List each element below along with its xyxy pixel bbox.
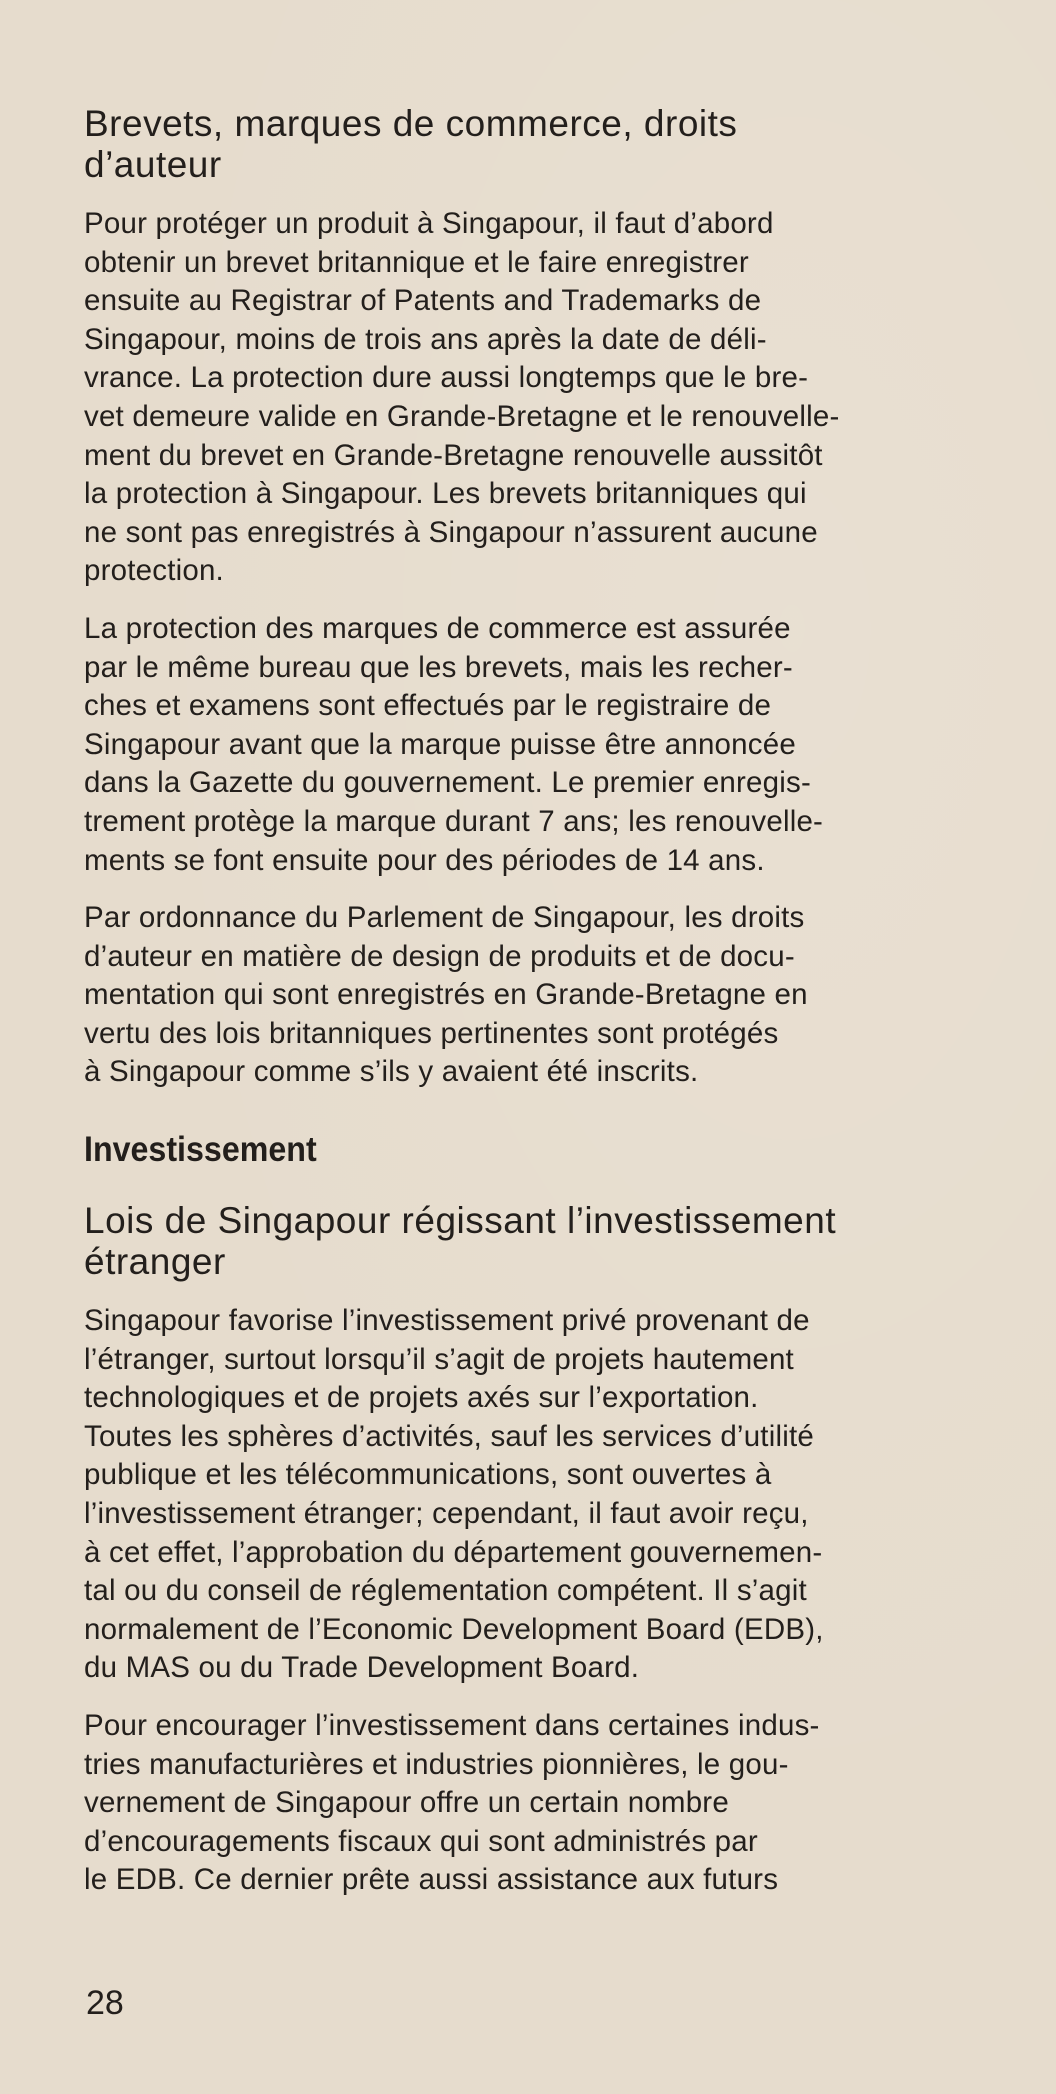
text-line: du MAS ou du Trade Development Board.	[84, 1651, 640, 1685]
text-line: normalement de l’Economic Development Board (EDB),	[84, 1612, 824, 1646]
text-line: protection.	[84, 554, 224, 588]
heading-lois-investissement	[84, 1200, 1024, 1282]
text-line: ment du brevet en Grande-Bretagne renouvelle aussitôt	[84, 438, 823, 472]
text-line: par le même bureau que les brevets, mais les recher-	[84, 650, 793, 684]
text-line: la protection à Singapour. Les brevets britanniques qui	[84, 477, 807, 511]
paragraph-brevets	[84, 205, 1024, 591]
text-line: vrance. La protection dure aussi longtemps que le bre-	[84, 361, 809, 395]
text-line: technologiques et de projets axés sur l’exportation.	[84, 1381, 759, 1415]
text-line: Pour encourager l’investissement dans certaines indus-	[84, 1709, 820, 1742]
heading-lois-line-1: Lois de Singapour régissant l’investissement	[84, 1200, 837, 1242]
text-line: dans la Gazette du gouvernement. Le premier enregis-	[84, 766, 811, 800]
text-line: obtenir un brevet britannique et le faire enregistrer	[84, 245, 749, 279]
text-line: ne sont pas enregistrés à Singapour n’assurent aucune	[84, 515, 818, 549]
text-line: tries manufacturières et industries pionnières, le gou-	[84, 1747, 789, 1781]
text-line: le EDB. Ce dernier prête aussi assistance aux futurs	[84, 1863, 779, 1897]
page-number: 28	[86, 1984, 124, 2022]
heading-brevets	[84, 103, 1024, 185]
text-line: Singapour avant que la marque puisse être annoncée	[84, 727, 796, 761]
document-page	[84, 103, 1024, 1919]
text-line: vernement de Singapour offre un certain nombre	[84, 1786, 729, 1820]
heading-lois-line-2: étranger	[84, 1241, 226, 1283]
paragraph-droits-auteur	[84, 899, 1024, 1092]
text-line: l’investissement étranger; cependant, il faut avoir reçu,	[84, 1497, 809, 1531]
text-line: ensuite au Registrar of Patents and Trademarks de	[84, 284, 762, 318]
text-line: publique et les télécommunications, sont ouvertes à	[84, 1458, 772, 1492]
text-line: trement protège la marque durant 7 ans; les renouvelle-	[84, 804, 824, 838]
text-line: Par ordonnance du Parlement de Singapour, les droits	[84, 901, 805, 935]
paragraph-investissement-prive	[84, 1302, 1024, 1688]
text-line: ches et examens sont effectués par le registraire de	[84, 689, 772, 723]
text-line: d’auteur en matière de design de produits et de docu-	[84, 939, 795, 973]
heading-brevets-line-2: d’auteur	[84, 144, 222, 185]
text-line: vet demeure valide en Grande-Bretagne et le renouvelle-	[84, 399, 840, 433]
text-line: à Singapour comme s’ils y avaient été inscrits.	[84, 1055, 699, 1089]
text-line: Pour protéger un produit à Singapour, il faut d’abord	[84, 207, 774, 240]
text-line: Toutes les sphères d’activités, sauf les services d’utilité	[84, 1419, 814, 1453]
text-line: Singapour, moins de trois ans après la date de déli-	[84, 322, 767, 356]
text-line: La protection des marques de commerce est assurée	[84, 611, 791, 645]
heading-brevets-line-1: Brevets, marques de commerce, droits	[84, 103, 738, 144]
text-line: tal ou du conseil de réglementation compétent. Il s’agit	[84, 1574, 807, 1608]
paragraph-encouragements	[84, 1707, 1024, 1900]
text-line: vertu des lois britanniques pertinentes sont protégés	[84, 1016, 779, 1050]
paragraph-marques	[84, 610, 1024, 880]
text-line: mentation qui sont enregistrés en Grande-Bretagne en	[84, 978, 808, 1012]
section-title-investissement: Investissement	[84, 1130, 317, 1170]
text-line: d’encouragements fiscaux qui sont administrés par	[84, 1824, 758, 1858]
text-line: à cet effet, l’approbation du département gouvernemen-	[84, 1535, 823, 1569]
text-line: ments se font ensuite pour des périodes de 14 ans.	[84, 843, 765, 877]
text-line: Singapour favorise l’investissement privé provenant de	[84, 1304, 810, 1338]
text-line: l’étranger, surtout lorsqu’il s’agit de projets hautement	[84, 1342, 794, 1376]
